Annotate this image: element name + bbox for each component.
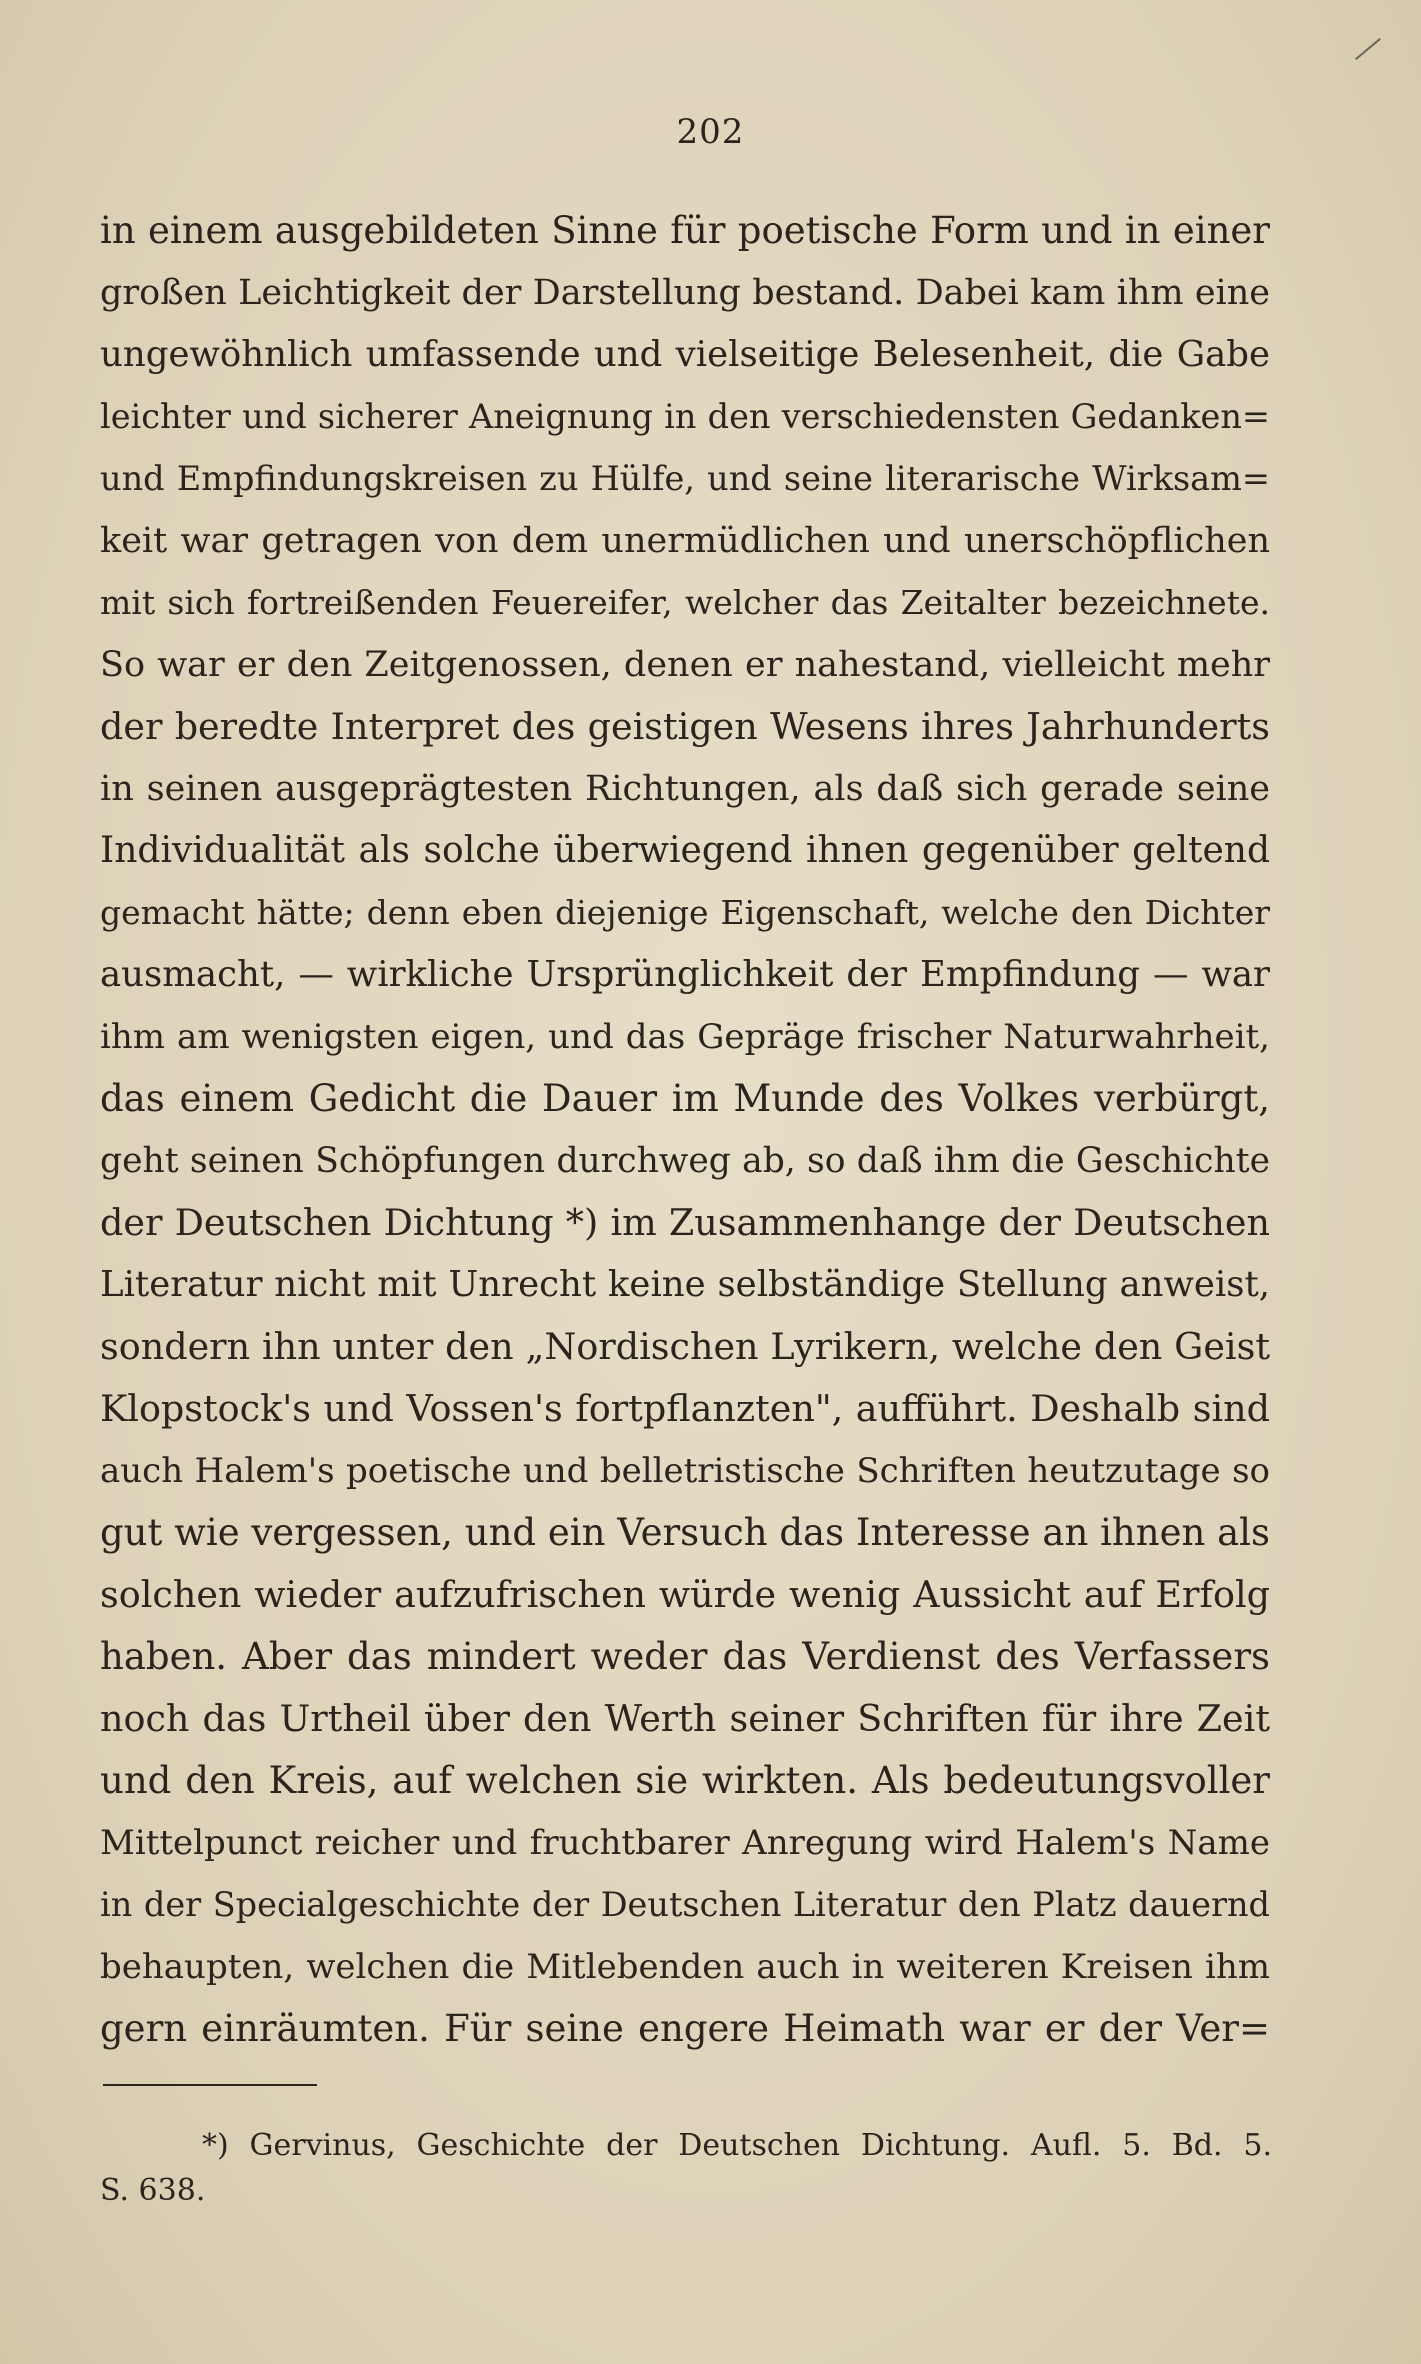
text-line: geht seinen Schöpfungen durchweg ab, so daß ihm die Geschichte xyxy=(100,1141,1270,1181)
text-line: großen Leichtigkeit der Darstellung bestand. Dabei kam ihm eine xyxy=(100,273,1270,313)
text-line: keit war getragen von dem unermüdlichen und unerschöpflichen xyxy=(100,521,1270,561)
footnote xyxy=(100,2123,1272,2213)
corner-pencil-mark xyxy=(1355,38,1381,60)
text-line: gemacht hätte; denn eben diejenige Eigenschaft, welche den Dichter xyxy=(100,893,1270,932)
text-line: Literatur nicht mit Unrecht keine selbständige Stellung anweist, xyxy=(100,1264,1270,1305)
text-line: sondern ihn unter den „Nordischen Lyrikern, welche den Geist xyxy=(100,1325,1270,1368)
footnote-line: S. 638. xyxy=(100,2173,206,2208)
text-line: Individualität als solche überwiegend ihnen gegenüber geltend xyxy=(100,830,1270,871)
text-line: ausmacht, — wirkliche Ursprünglichkeit der Empfindung — war xyxy=(100,954,1270,995)
text-line: noch das Urtheil über den Werth seiner Schriften für ihre Zeit xyxy=(100,1697,1270,1740)
text-line: Mittelpunct reicher und fruchtbarer Anregung wird Halem's Name xyxy=(100,1823,1270,1863)
text-line: Klopstock's und Vossen's fortpflanzten", aufführt. Deshalb sind xyxy=(100,1387,1270,1430)
text-line: der Deutschen Dichtung *) im Zusammenhange der Deutschen xyxy=(100,1201,1270,1244)
text-line: mit sich fortreißenden Feuereifer, welcher das Zeitalter bezeichnete. xyxy=(100,583,1270,622)
text-line: in der Specialgeschichte der Deutschen Literatur den Platz dauernd xyxy=(100,1885,1270,1924)
text-line: auch Halem's poetische und belletristische Schriften heutzutage so xyxy=(100,1451,1270,1491)
text-line: solchen wieder aufzufrischen würde wenig Aussicht auf Erfolg xyxy=(100,1573,1270,1616)
text-line: der beredte Interpret des geistigen Wesens ihres Jahrhunderts xyxy=(100,705,1270,748)
text-line: in seinen ausgeprägtesten Richtungen, als daß sich gerade seine xyxy=(100,769,1270,809)
text-line: und Empfindungskreisen zu Hülfe, und seine literarische Wirksam= xyxy=(100,459,1270,498)
footnote-line: *) Gervinus, Geschichte der Deutschen Dichtung. Aufl. 5. Bd. 5. xyxy=(202,2128,1272,2163)
text-line: haben. Aber das mindert weder das Verdienst des Verfassers xyxy=(100,1635,1270,1678)
body-text xyxy=(100,200,1270,2060)
text-line: gut wie vergessen, und ein Versuch das Interesse an ihnen als xyxy=(100,1511,1270,1554)
text-line: leichter und sicherer Aneignung in den verschiedensten Gedanken= xyxy=(100,397,1270,436)
text-line: das einem Gedicht die Dauer im Munde des Volkes verbürgt, xyxy=(100,1077,1270,1120)
text-line: ihm am wenigsten eigen, und das Gepräge frischer Naturwahrheit, xyxy=(100,1017,1270,1057)
text-line: behaupten, welchen die Mitlebenden auch in weiteren Kreisen ihm xyxy=(100,1947,1270,1987)
footnote-rule xyxy=(103,2084,317,2086)
text-line: So war er den Zeitgenossen, denen er nahestand, vielleicht mehr xyxy=(100,645,1270,685)
text-line: ungewöhnlich umfassende und vielseitige Belesenheit, die Gabe xyxy=(100,334,1270,375)
text-line: in einem ausgebildeten Sinne für poetische Form und in einer xyxy=(100,209,1270,252)
text-line: gern einräumten. Für seine engere Heimath war er der Ver= xyxy=(100,2007,1270,2050)
page-number: 202 xyxy=(676,112,745,152)
text-line: und den Kreis, auf welchen sie wirkten. Als bedeutungsvoller xyxy=(100,1759,1270,1802)
